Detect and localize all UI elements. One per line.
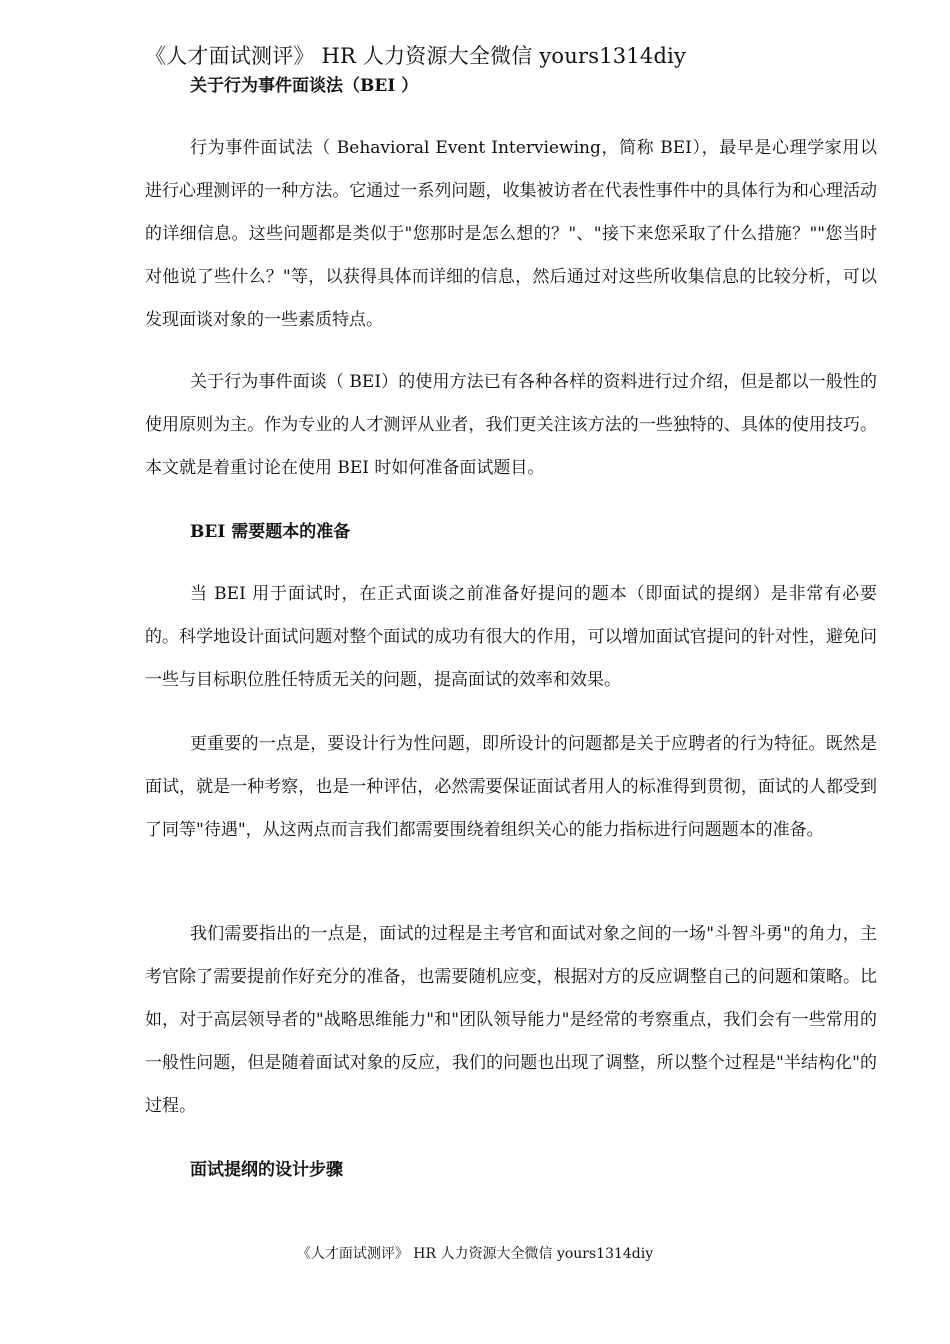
page-footer: 《人才面试测评》 HR 人力资源大全微信 yours1314diy <box>296 1246 654 1262</box>
paragraph-usage: 关于行为事件面谈（ BEI）的使用方法已有各种各样的资料进行过介绍，但是都以一般性的使用原则为主。作为专业的人才测评从业者，我们更关注该方法的一些独特的、具体的使用技巧。本文就是着重讨论在使用 BEI 时如何准备面试题目。 <box>145 372 877 478</box>
section-heading-bei-preparation: BEI 需要题本的准备 <box>190 522 351 542</box>
page-header-title: 《人才面试测评》 HR 人力资源大全微信 yours1314diy <box>145 44 687 68</box>
document-title: 关于行为事件面谈法（BEI ） <box>190 76 419 96</box>
paragraph-intro: 行为事件面试法（ Behavioral Event Interviewing，简称 BEI），最早是心理学家用以进行心理测评的一种方法。它通过一系列问题，收集被访者在代表性事件中的具体行为和心理活动的详细信息。这些问题都是类似于"您那时是怎么想的？"、"接下来您采取了什么措施？""您当时对他说了些什么？"等，以获得具体而详细的信息，然后通过对这些所收集信息的比较分析，可以发现面谈对象的一些素质特点。 <box>145 138 877 330</box>
section-heading-outline-steps: 面试提纲的设计步骤 <box>190 1160 343 1180</box>
paragraph-behavioral-questions: 更重要的一点是，要设计行为性问题，即所设计的问题都是关于应聘者的行为特征。既然是面试，就是一种考察，也是一种评估，必然需要保证面试者用人的标准得到贯彻，面试的人都受到了同等"待遇"，从这两点而言我们都需要围绕着组织关心的能力指标进行问题题本的准备。 <box>145 734 877 840</box>
paragraph-semi-structured: 我们需要指出的一点是，面试的过程是主考官和面试对象之间的一场"斗智斗勇"的角力，主考官除了需要提前作好充分的准备，也需要随机应变，根据对方的反应调整自己的问题和策略。比如，对于高层领导者的"战略思维能力"和"团队领导能力"是经常的考察重点，我们会有一些常用的一般性问题，但是随着面试对象的反应，我们的问题也出现了调整，所以整个过程是"半结构化"的过程。 <box>145 924 877 1116</box>
paragraph-question-book: 当 BEI 用于面试时，在正式面谈之前准备好提问的题本（即面试的提纲）是非常有必要的。科学地设计面试问题对整个面试的成功有很大的作用，可以增加面试官提问的针对性，避免问一些与目标职位胜任特质无关的问题，提高面试的效率和效果。 <box>145 584 877 690</box>
